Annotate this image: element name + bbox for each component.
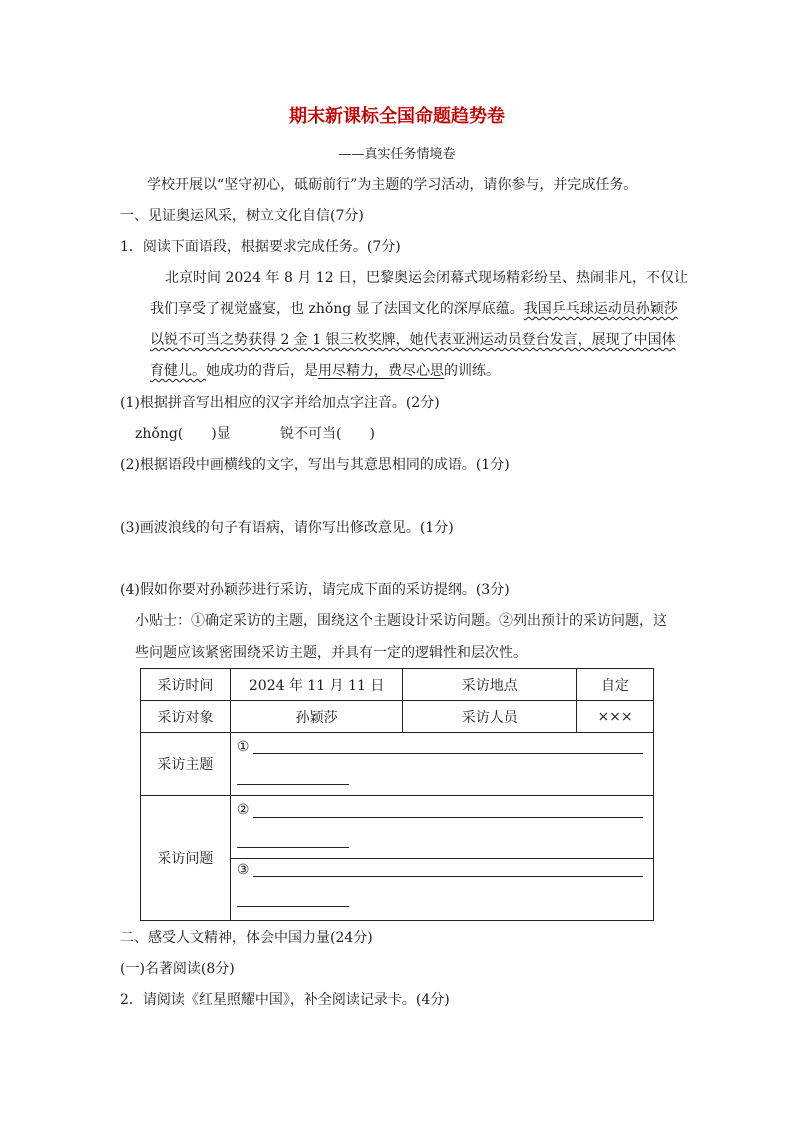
- question-two-line-1[interactable]: [253, 817, 643, 818]
- passage-line-1: 北京时间 2024 年 8 月 12 日，巴黎奥运会闭幕式现场精彩纷呈、热闹非凡，不仅让: [165, 270, 689, 286]
- question-three-line-1[interactable]: [253, 876, 643, 877]
- question-three-area[interactable]: [231, 859, 653, 921]
- circled-three-marker: ③: [236, 862, 250, 878]
- intro-text: 学校开展以“坚守初心，砥砺前行”为主题的学习活动，请你参与，并完成任务。: [147, 177, 638, 193]
- pinyin-answer-blank[interactable]: zhǒng( )显: [135, 426, 231, 442]
- passage-line-3: [150, 330, 676, 350]
- underlined-phrase: 用尽精力，费尽心思: [318, 363, 444, 379]
- sub-question-1: (1)根据拼音写出相应的汉字并给加点字注音。(2分): [120, 395, 440, 411]
- questions-answer-area: [230, 796, 653, 921]
- time-value: 2024 年 11 月 11 日: [230, 669, 403, 701]
- pronunciation-answer-blank[interactable]: 锐不可当( ): [280, 426, 375, 442]
- paper-title: 期末新课标全国命题趋势卷: [289, 106, 505, 127]
- wavy-sentence-middle: 以锐不可当之势获得 2 金 1 银三枚奖牌，她代表亚洲运动员登台发言，展现了中国体: [150, 332, 676, 348]
- table-row: [141, 701, 654, 733]
- part-one-heading: (一)名著阅读(8分): [120, 961, 235, 977]
- paper-subtitle: ——真实任务情境卷: [338, 147, 456, 162]
- question-two-line-2[interactable]: [237, 847, 349, 848]
- passage-line-4: [150, 361, 500, 381]
- theme-label: 采访主题: [141, 733, 231, 796]
- questions-label: 采访问题: [141, 796, 231, 921]
- sub-question-2: (2)根据语段中画横线的文字，写出与其意思相同的成语。(1分): [120, 457, 510, 473]
- subject-value: 孙颖莎: [230, 701, 403, 733]
- tip-line-2: 些问题应该紧密围绕采访主题，并具有一定的逻辑性和层次性。: [135, 645, 527, 661]
- wavy-sentence-end: 育健儿。: [150, 363, 206, 379]
- time-label: 采访时间: [141, 669, 231, 701]
- circled-two-marker: ②: [236, 802, 250, 818]
- passage-line-4-tail: 的训练。: [444, 363, 500, 379]
- table-row: [141, 796, 654, 921]
- subject-label: 采访对象: [141, 701, 231, 733]
- question-three-line-2[interactable]: [237, 906, 349, 907]
- sub-question-4: (4)假如你要对孙颖莎进行采访，请完成下面的采访提纲。(3分): [120, 582, 510, 598]
- question-1: 1．阅读下面语段，根据要求完成任务。(7分): [120, 239, 401, 255]
- wavy-sentence-start: 我国乒乓球运动员孙颖莎: [523, 301, 678, 317]
- circled-one-marker: ①: [236, 739, 250, 755]
- sub-question-3: (3)画波浪线的句子有语病，请你写出修改意见。(1分): [120, 520, 454, 536]
- table-row: [141, 669, 654, 701]
- question-two-area[interactable]: [231, 796, 653, 859]
- question-2: 2．请阅读《红星照耀中国》，补全阅读记录卡。(4分): [120, 992, 450, 1008]
- table-row: [141, 733, 654, 796]
- section-one-heading: 一、见证奥运风采，树立文化自信(7分): [120, 208, 364, 224]
- passage-line-2: [150, 299, 678, 319]
- section-two-heading: 二、感受人文精神，体会中国力量(24分): [120, 930, 373, 946]
- passage-line-2-plain: 我们享受了视觉盛宴，也 zhǒng 显了法国文化的深厚底蕴。: [150, 301, 524, 317]
- interview-outline-table: [140, 668, 654, 921]
- staff-label: 采访人员: [403, 701, 577, 733]
- staff-value: ×××: [577, 701, 654, 733]
- theme-answer-line-1[interactable]: [253, 753, 643, 754]
- passage-line-4-plain: 她成功的背后，是: [206, 363, 318, 379]
- theme-answer-line-2[interactable]: [237, 784, 349, 785]
- theme-answer-area[interactable]: [230, 733, 653, 796]
- place-value: 自定: [577, 669, 654, 701]
- place-label: 采访地点: [403, 669, 577, 701]
- tip-line-1: 小贴士：①确定采访的主题，围绕这个主题设计采访问题。②列出预计的采访问题，这: [135, 613, 667, 629]
